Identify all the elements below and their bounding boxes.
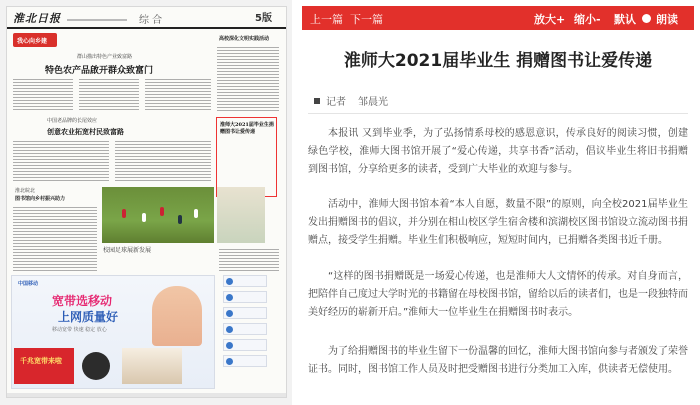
ad-model-image	[152, 286, 202, 346]
newspaper-panel	[0, 0, 292, 405]
player-figure	[194, 209, 198, 218]
article-paragraph: “这样的图书捐赠既是一场爱心传递，也是淮师大人文情怀的传承。对自身而言，把陪伴自己度过大学时光的书籍留在母校图书馆，留给以后的读者们，也是一段独特而美好经历的崭新开启。”淮师大一位毕业生在捐赠图书时表示。	[308, 271, 688, 318]
ad-red-banner: 千兆宽带来啦	[14, 348, 74, 384]
ad-brand: 中国移动	[18, 281, 39, 287]
headline[interactable]: 图书馆向乡村振兴助力	[15, 196, 66, 202]
ad-line-1: 宽带选移动	[52, 294, 113, 308]
section-name: 综 合	[139, 15, 163, 26]
students-photo	[217, 187, 265, 243]
text-column	[219, 247, 279, 271]
masthead	[7, 7, 287, 29]
player-figure	[142, 213, 146, 222]
headline[interactable]: 高校深化文明实践活动	[219, 36, 270, 42]
article-title: 淮师大2021届毕业生 捐赠图书让爱传递	[343, 51, 653, 71]
player-figure	[160, 207, 164, 216]
photo-caption: 校园足球展新发展	[103, 247, 152, 254]
edition-line	[67, 19, 127, 21]
article-paragraph: 为了给捐赠图书的毕业生留下一份温馨的回忆，淮师大图书馆向参与者颁发了荣誉证书。同时，图书馆工作人员及时把受赠图书进行分类加工入库，供读者无偿使用。	[308, 346, 688, 375]
column-tag: 我心向乡建	[13, 33, 57, 47]
headline[interactable]: 特色农产品啟开群众致富门	[45, 66, 154, 76]
read-aloud-button[interactable]: 朗读	[656, 13, 678, 26]
page-footer	[7, 393, 287, 398]
read-aloud-icon[interactable]	[642, 14, 651, 23]
newspaper-page[interactable]	[6, 6, 287, 398]
headline-kicker[interactable]: 淮北皖北	[15, 188, 36, 194]
text-column	[115, 139, 211, 181]
headline-kicker[interactable]: 群山描出特色产业致富路	[77, 54, 133, 60]
player-figure	[122, 209, 126, 218]
player-figure	[178, 215, 182, 224]
strip-item	[223, 307, 267, 319]
article-paragraph: 本报讯 又到毕业季，为了弘扬情系母校的感恩意识，传承良好的阅读习惯，创建绿色学校，淮师大图书馆开展了“爱心传递，共享书香”活动，倡议毕业生将旧书捐赠到图书馆，分享给更多的读者，受到广大毕业的欢迎与参与。	[308, 128, 688, 175]
strip-item	[223, 355, 267, 367]
text-column	[217, 45, 279, 111]
article-paragraph: 活动中，淮师大图书馆本着“本人自愿，数量不限”的原则，向全校2021届毕业生发出捐赠图书的倡议，并分别在相山校区学生宿舍楼和滨湖校区图书馆设立流动图书捐赠点，接受学生捐赠。毕业生们积极响应，短短时间内，已捐赠各类图书近千册。	[308, 199, 688, 246]
text-column	[13, 139, 109, 181]
strip-item	[223, 275, 267, 287]
zoom-in-button[interactable]: 放大+	[534, 13, 566, 26]
text-column	[145, 77, 211, 111]
ad-line-2: 上网质量好	[58, 310, 119, 324]
byline-label: 记者	[326, 97, 346, 108]
ad-subtitle: 移动宽带 快速 稳定 放心	[52, 327, 107, 333]
article-toolbar	[302, 6, 694, 30]
text-column	[79, 77, 139, 111]
strip-item	[223, 323, 267, 335]
ad-room-image	[122, 348, 182, 384]
newspaper-logo: 淮北日报	[13, 12, 61, 25]
ad-badge	[82, 352, 110, 380]
next-article-link[interactable]: 下一篇	[350, 13, 383, 26]
headline[interactable]: 创意农业拓宽村民致富路	[47, 127, 124, 136]
headline-kicker[interactable]: 中国老品牌的长尾效应	[47, 118, 98, 124]
zoom-out-button[interactable]: 缩小-	[574, 13, 601, 26]
football-photo	[102, 187, 214, 243]
text-column	[13, 205, 97, 271]
current-article-headline[interactable]: 淮师大2021届毕业生捐赠图书让爱传递	[220, 122, 274, 135]
byline-name: 邹晨光	[358, 97, 388, 108]
strip-item	[223, 291, 267, 303]
advertisement[interactable]	[11, 275, 215, 389]
ad-side-strip	[223, 275, 267, 375]
text-column	[13, 77, 73, 111]
article-panel	[296, 0, 700, 405]
default-size-button[interactable]: 默认	[614, 13, 636, 26]
title-divider	[308, 113, 688, 114]
strip-item	[223, 339, 267, 351]
page-number: 5版	[255, 13, 272, 24]
prev-article-link[interactable]: 上一篇	[310, 13, 343, 26]
byline-marker	[314, 98, 320, 104]
